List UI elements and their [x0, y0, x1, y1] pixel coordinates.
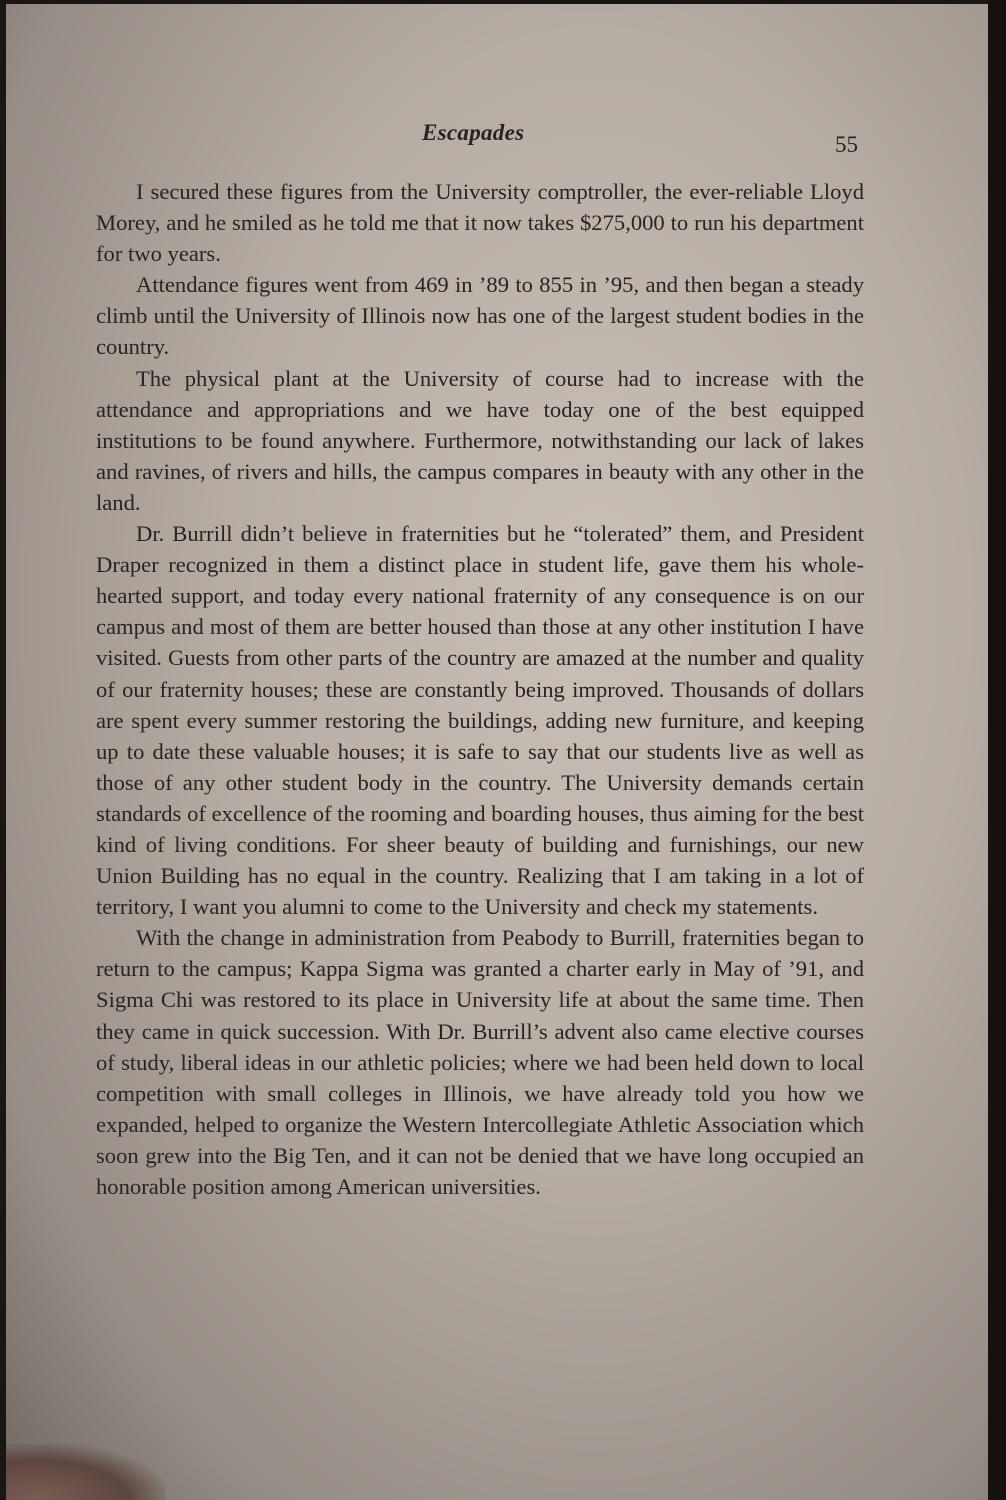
page-number: 55	[835, 132, 858, 157]
thumb-shadow	[6, 1444, 166, 1500]
page-header	[6, 120, 988, 160]
paragraph-5: With the change in administration from Peabody to Burrill, fraternities began to return to the campus; Kappa Sigma was granted a charter early in May of ’91, and Sigma Chi was restored to its place in University life at about the same time. Then they came in quick succession. With Dr. Burrill’s advent also came elective courses of study, liberal ideas in our athletic policies; where we had been held down to local competition with small colleges in Illinois, we have already told you how we expanded, helped to organize the Western Intercollegiate Athletic Association which soon grew into the Big Ten, and it can not be denied that we have long occupied an honorable position among American universities.	[96, 925, 864, 1199]
paragraph-2: Attendance figures went from 469 in ’89 to 855 in ’95, and then began a steady climb until the University of Illinois now has one of the largest student bodies in the country.	[96, 272, 864, 360]
paragraph-3: The physical plant at the University of course had to increase with the attendance and appropriations and we have today one of the best equipped institutions to be found anywhere. Furthermore, notwithstanding our lack of lakes and ravines, of rivers and hills, the campus compares in beauty with any other in the land.	[96, 365, 864, 515]
book-page	[6, 4, 988, 1500]
book-edge	[988, 0, 1006, 1500]
paragraph-4: Dr. Burrill didn’t believe in fraternities but he “tolerated” them, and President Draper recognized in them a distinct place in student life, gave them his whole-hearted support, and today every national fraternity of any consequence is on our campus and most of them are better housed than those at any other institution I have visited. Guests from other parts of the country are amazed at the number and quality of our fraternity houses; these are constantly being improved. Thousands of dollars are spent every summer restoring the buildings, adding new furniture, and keeping up to date these valuable houses; it is safe to say that our students live as well as those of any other student body in the country. The University demands certain standards of excellence of the rooming and boarding houses, thus aiming for the best kind of living conditions. For sheer beauty of building and furnishings, our new Union Building has no equal in the country. Realizing that I am taking in a lot of territory, I want you alumni to come to the University and check my statements.	[96, 521, 864, 920]
body-text	[96, 176, 864, 1202]
paragraph-1: I secured these figures from the University comptroller, the ever-reliable Lloyd Morey, and he smiled as he told me that it now takes $275,000 to run his department for two years.	[96, 179, 864, 267]
running-head: Escapades	[422, 120, 525, 145]
